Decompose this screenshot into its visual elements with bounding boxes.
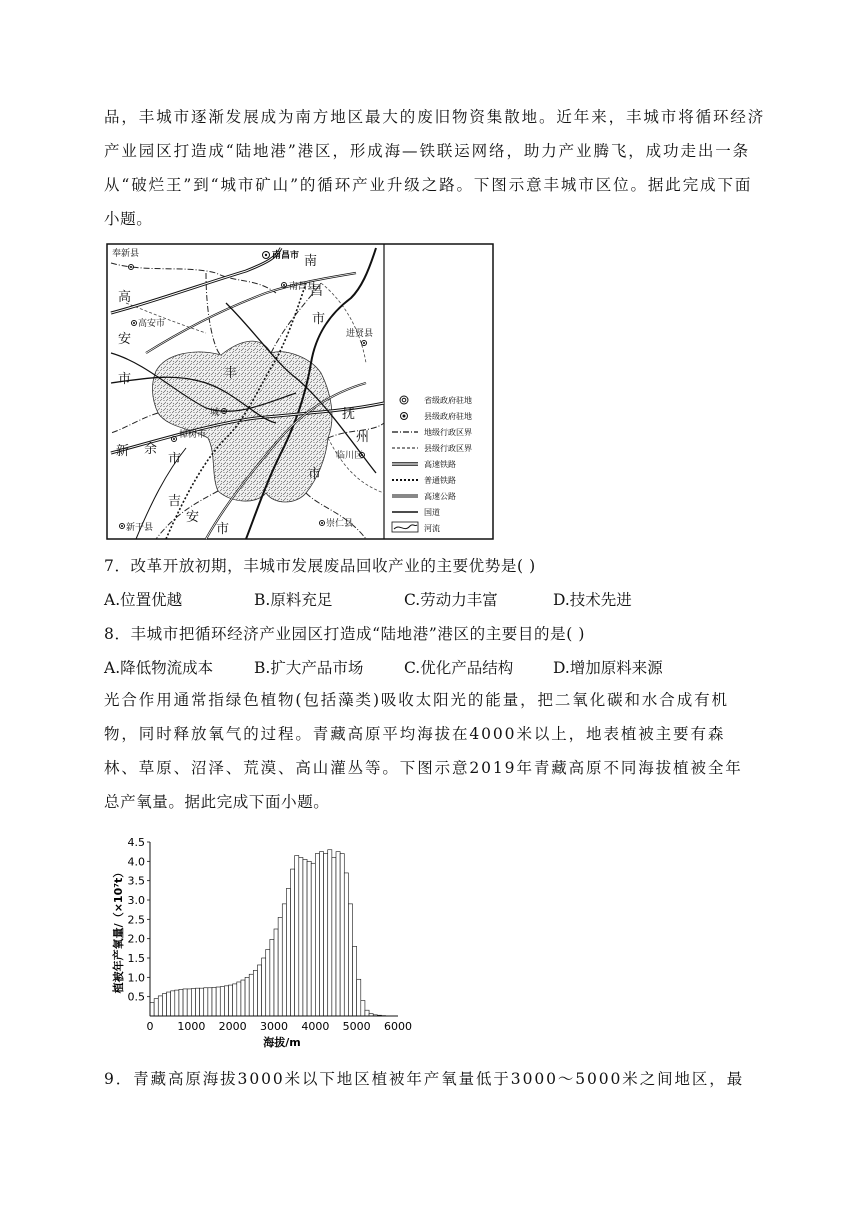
chart-bar — [307, 861, 311, 1016]
label-zhangshu: 樟树市 — [179, 430, 207, 440]
chart-bar — [179, 989, 183, 1016]
question-7-option-a[interactable]: A.位置优越 — [104, 591, 183, 609]
chart-bar — [357, 979, 361, 1016]
chart-bar — [150, 1002, 154, 1016]
region-char-feng: 丰 — [224, 366, 238, 381]
x-tick-label: 5000 — [342, 1020, 371, 1033]
y-tick-label: 4.0 — [127, 855, 145, 869]
label-city-mark: 城 — [210, 408, 220, 418]
chart-bar — [319, 852, 323, 1016]
chart-bar — [241, 980, 245, 1016]
chart-bar — [195, 988, 199, 1016]
chart-bar — [158, 996, 162, 1016]
chart-bar — [365, 1010, 369, 1016]
legend-label-county: 县级行政区界 — [424, 444, 472, 453]
chart-bar — [167, 992, 171, 1016]
region-char-shi3: 市 — [308, 467, 322, 482]
chart-bar — [303, 859, 307, 1016]
chart-bar — [237, 982, 241, 1016]
question-8-option-c[interactable]: C.优化产品结构 — [404, 659, 514, 677]
chart-bar — [286, 888, 290, 1016]
passage-1-line-4: 小题。 — [104, 210, 153, 228]
chart-bar — [200, 988, 204, 1016]
question-8-option-b[interactable]: B.扩大产品市场 — [254, 659, 364, 677]
label-nanchang: 南昌市 — [272, 251, 300, 261]
chart-bar — [175, 990, 179, 1016]
chart-bar — [270, 939, 274, 1016]
x-tick-label: 0 — [146, 1020, 154, 1033]
chart-bar — [311, 863, 315, 1016]
question-8-option-a[interactable]: A.降低物流成本 — [104, 659, 214, 677]
fengcheng-location-map — [106, 243, 494, 540]
region-char-an2: 安 — [186, 510, 200, 525]
chart-bar — [266, 949, 270, 1016]
chart-bar — [299, 857, 303, 1016]
chart-bar — [291, 869, 295, 1016]
chart-bar — [187, 989, 191, 1016]
y-tick-label: 3.0 — [127, 894, 145, 907]
passage-2-line-1: 光合作用通常指绿色植物(包括藻类)吸收太阳光的能量，把二氧化碳和水合成有机 — [104, 691, 729, 709]
chart-bar — [154, 999, 158, 1016]
legend-label-national-road: 国道 — [424, 508, 440, 517]
region-char-shi4: 市 — [216, 522, 230, 537]
chart-bar — [229, 985, 233, 1016]
legend-label-county-seat: 县级政府驻地 — [424, 412, 472, 421]
chart-x-label: 海拔/m — [263, 1036, 301, 1049]
x-ticks — [147, 1020, 413, 1033]
question-7-option-d[interactable]: D.技术先进 — [553, 591, 632, 609]
passage-2-line-4: 总产氧量。据此完成下面小题。 — [104, 793, 330, 811]
x-tick-label: 2000 — [218, 1020, 247, 1033]
region-char-shi5: 市 — [168, 452, 182, 467]
chart-bar — [224, 986, 228, 1016]
chart-bar — [183, 989, 187, 1016]
y-tick-label: 2.5 — [127, 913, 145, 927]
legend-label-railway: 普通铁路 — [424, 476, 456, 485]
region-char-xin: 新 — [116, 444, 130, 459]
y-tick-label: 1.5 — [127, 952, 145, 965]
label-fengxin: 奉新县 — [112, 249, 140, 259]
region-char-an1: 安 — [118, 332, 132, 347]
chart-bar — [208, 988, 212, 1016]
question-7-stem: 7．改革开放初期，丰城市发展废品回收产业的主要优势是( ) — [104, 557, 536, 575]
oxygen-production-chart — [100, 830, 420, 1052]
chart-bar — [336, 852, 340, 1016]
question-8-stem: 8．丰城市把循环经济产业园区打造成“陆地港”港区的主要目的是( ) — [104, 625, 586, 643]
chart-bar — [233, 984, 237, 1016]
chart-bar — [253, 970, 257, 1016]
passage-1-line-3: 从“破烂王”到“城市矿山”的循环产业升级之路。下图示意丰城市区位。据此完成下面 — [104, 176, 753, 194]
passage-2-line-2: 物，同时释放氧气的过程。青藏高原平均海拔在4000米以上，地表植被主要有森 — [104, 725, 726, 743]
y-tick-label: 2.0 — [127, 932, 145, 946]
region-char-shi1: 市 — [118, 372, 132, 387]
x-tick-label: 3000 — [260, 1020, 288, 1033]
y-tick-label: 4.5 — [127, 836, 145, 849]
region-char-nan: 南 — [304, 254, 318, 269]
question-7-option-c[interactable]: C.劳动力丰富 — [404, 591, 498, 609]
chart-bars — [150, 850, 386, 1016]
legend-label-river: 河流 — [424, 524, 440, 533]
chart-bar — [348, 904, 352, 1016]
label-jinxian: 进贤县 — [346, 329, 374, 339]
chart-bar — [315, 854, 319, 1016]
chart-bar — [245, 977, 249, 1016]
chart-bar — [257, 965, 261, 1016]
region-char-fu: 抚 — [342, 407, 356, 422]
chart-bar — [212, 987, 216, 1016]
region-char-chang: 昌 — [310, 284, 324, 299]
x-tick-label: 1000 — [177, 1020, 206, 1033]
label-nanchang-xian: 南昌县 — [289, 282, 317, 292]
chart-bar — [344, 873, 348, 1016]
chart-bar — [249, 974, 253, 1016]
chart-y-label: 植被年产氧量/（×10⁷t） — [112, 866, 125, 994]
passage-1-line-2: 产业园区打造成“陆地港”港区，形成海—铁联运网络，助力产业腾飞，成功走出一条 — [104, 142, 751, 160]
chart-bar — [274, 929, 278, 1016]
region-char-shi2: 市 — [312, 312, 326, 327]
chart-bar — [340, 854, 344, 1016]
chart-bar — [278, 917, 282, 1016]
legend-label-provincial: 省级政府驻地 — [424, 396, 472, 405]
chart-bar — [282, 904, 286, 1016]
region-char-gao: 高 — [118, 290, 132, 305]
question-7-option-b[interactable]: B.原料充足 — [254, 591, 333, 609]
chart-bar — [220, 987, 224, 1016]
y-tick-label: 3.5 — [127, 874, 145, 888]
chart-bar — [361, 1001, 365, 1016]
label-gaoan-shi: 高安市 — [138, 319, 166, 329]
legend-label-prefecture: 地级行政区界 — [424, 428, 472, 437]
chart-bar — [216, 987, 220, 1016]
region-char-zhou: 州 — [356, 430, 370, 445]
label-xingan: 新干县 — [126, 523, 154, 533]
y-ticks — [128, 836, 151, 1004]
chart-bar — [191, 989, 195, 1016]
legend-label-expressway: 高速公路 — [424, 492, 456, 501]
label-linchuan: 临川区 — [336, 451, 364, 461]
chart-bar — [324, 854, 328, 1016]
x-tick-label: 6000 — [384, 1020, 412, 1033]
region-char-yu: 余 — [144, 442, 158, 457]
chart-bar — [332, 857, 336, 1016]
y-tick-label: 1.0 — [127, 971, 145, 985]
legend-label-hsr: 高速铁路 — [424, 460, 456, 469]
question-9-stem: 9．青藏高原海拔3000米以下地区植被年产氧量低于3000～5000米之间地区，最 — [104, 1070, 745, 1088]
chart-bar — [295, 856, 299, 1016]
chart-bar — [162, 994, 166, 1016]
y-tick-label: 0.5 — [127, 990, 145, 1004]
chart-bar — [328, 850, 332, 1016]
passage-1-line-1: 品，丰城市逐渐发展成为南方地区最大的废旧物资集散地。近年来，丰城市将循环经济 — [104, 108, 766, 126]
question-8-option-d[interactable]: D.增加原料来源 — [553, 659, 663, 677]
passage-2-line-3: 林、草原、沼泽、荒漠、高山灌丛等。下图示意2019年青藏高原不同海拔植被全年 — [104, 759, 743, 777]
chart-bar — [262, 958, 266, 1016]
chart-bar — [353, 946, 357, 1016]
label-chongren: 崇仁县 — [326, 519, 354, 529]
chart-bar — [204, 988, 208, 1016]
chart-bar — [171, 991, 175, 1016]
region-char-ji: 吉 — [168, 494, 182, 509]
x-tick-label: 4000 — [301, 1020, 330, 1033]
